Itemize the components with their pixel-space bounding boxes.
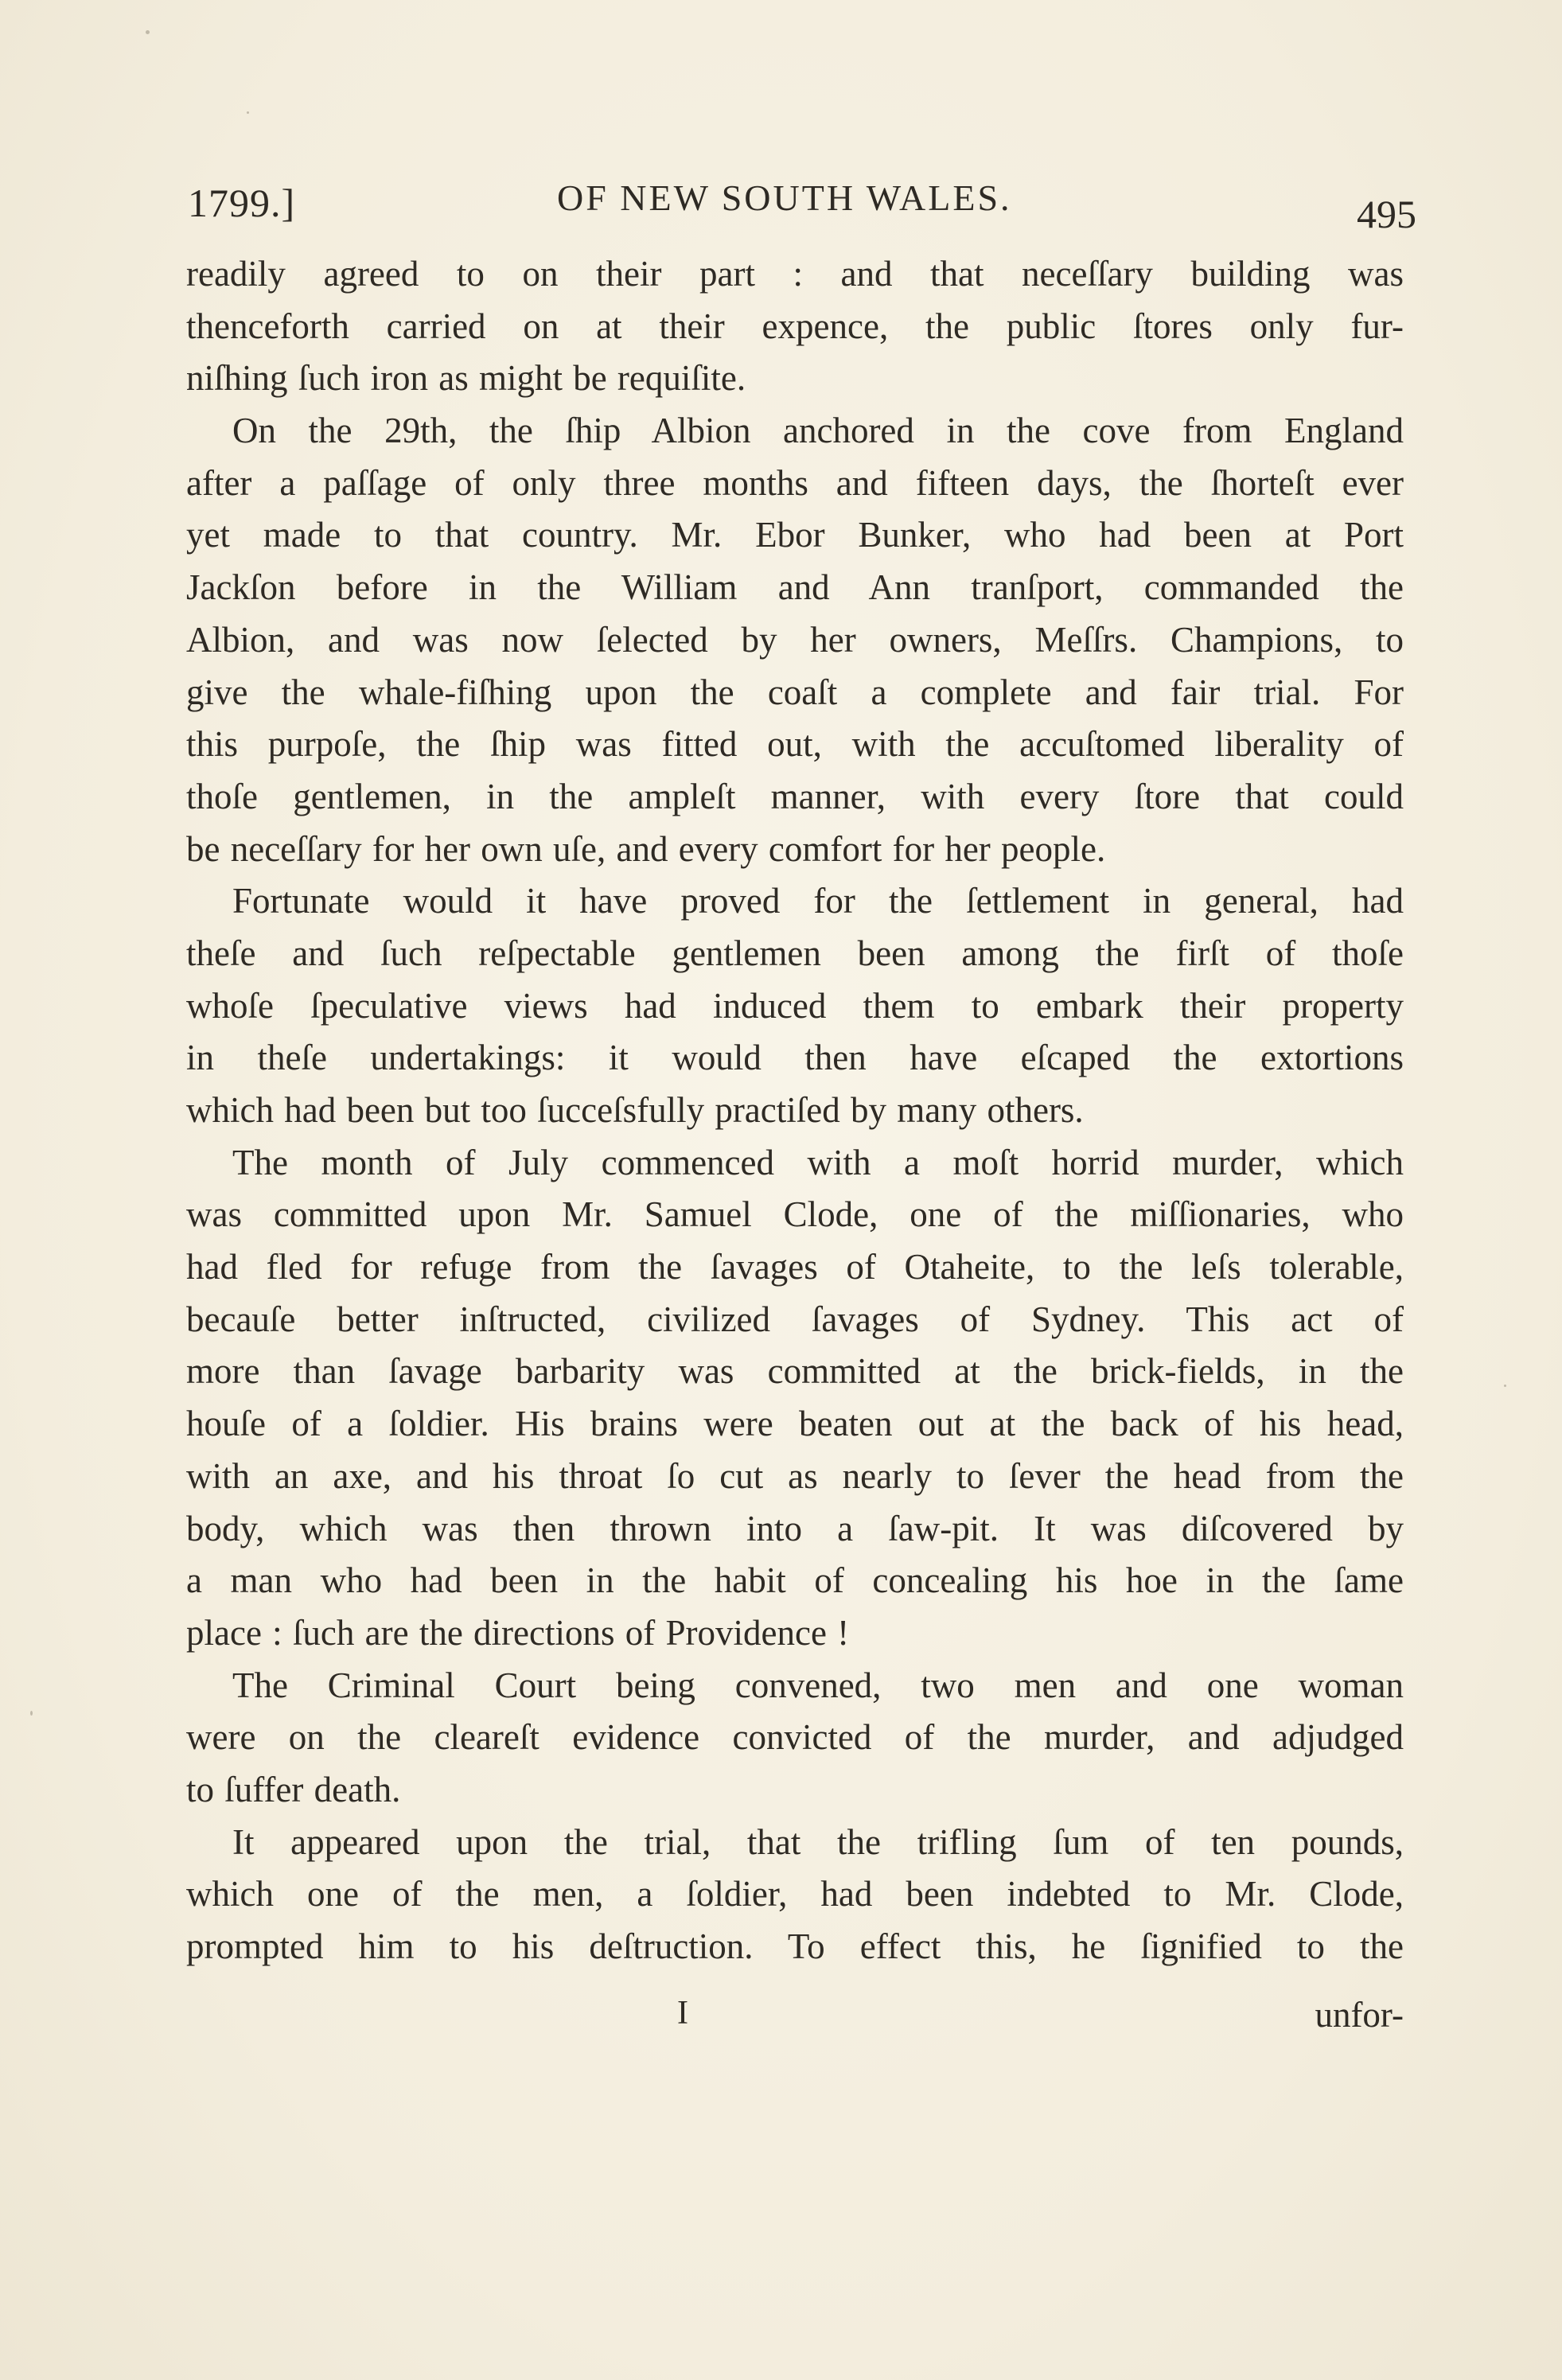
text-line: were on the cleareſt evidence convicted of the murder, and adjudged [186, 1717, 1404, 1758]
text-line: had fled for refuge from the ſavages of Otaheite, to the leſs tolerable, [186, 1247, 1404, 1287]
running-head-year: 1799.] [188, 181, 296, 225]
page-footer [186, 1988, 1404, 2043]
page-number: 495 [1357, 192, 1416, 236]
text-line: thoſe gentlemen, in the ampleſt manner, with every ſtore that could [186, 776, 1404, 816]
text-line: a man who had been in the habit of concealing his hoe in the ſame [186, 1560, 1404, 1601]
text-line: yet made to that country. Mr. Ebor Bunker, who had been at Port [186, 515, 1404, 555]
text-line: On the 29th, the ſhip Albion anchored in the cove from England [232, 411, 1404, 451]
text-line: body, which was then thrown into a ſaw-pit. It was diſcovered by [186, 1508, 1404, 1548]
text-line: this purpoſe, the ſhip was fitted out, with the accuſtomed liberality of [186, 724, 1404, 765]
catchword: unfor- [1315, 1995, 1404, 2035]
text-line: niſhing ſuch iron as might be requiſite. [186, 358, 746, 399]
text-line: Albion, and was now ſelected by her owners, Meſſrs. Champions, to [186, 619, 1404, 660]
text-line: place : ſuch are the directions of Providence ! [186, 1612, 850, 1653]
text-line: It appeared upon the trial, that the trifling ſum of ten pounds, [232, 1821, 1404, 1862]
text-line: to ſuffer death. [186, 1769, 401, 1809]
text-line: becauſe better inſtructed, civilized ſavages of Sydney. This act of [186, 1299, 1404, 1339]
running-head-title: OF NEW SOUTH WALES. [557, 177, 1012, 218]
text-line: was committed upon Mr. Samuel Clode, one of the miſſionaries, who [186, 1194, 1404, 1235]
text-line: give the whale-fiſhing upon the coaſt a complete and fair trial. For [186, 672, 1404, 712]
paper-speck [146, 30, 150, 34]
text-line: readily agreed to on their part : and that neceſſary building was [186, 254, 1404, 294]
text-line: which one of the men, a ſoldier, had been indebted to Mr. Clode, [186, 1874, 1404, 1915]
text-line: be neceſſary for her own uſe, and every comfort for her people. [186, 828, 1106, 869]
paper-speck [247, 111, 249, 114]
text-line: theſe and ſuch reſpectable gentlemen been among the firſt of thoſe [186, 933, 1404, 973]
running-head [183, 167, 1416, 239]
signature-mark: I [677, 1995, 688, 2031]
text-line: thenceforth carried on at their expence, the public ſtores only fur- [186, 306, 1404, 346]
text-line: whoſe ſpeculative views had induced them to embark their property [186, 985, 1404, 1026]
text-line: in theſe undertakings: it would then have eſcaped the extortions [186, 1038, 1404, 1078]
text-line: Fortunate would it have proved for the ſettlement in general, had [232, 881, 1404, 921]
text-line: after a paſſage of only three months and fifteen days, the ſhorteſt ever [186, 462, 1404, 503]
text-line: houſe of a ſoldier. His brains were beaten out at the back of his head, [186, 1404, 1404, 1444]
text-line: with an axe, and his throat ſo cut as nearly to ſever the head from the [186, 1455, 1404, 1496]
text-line: prompted him to his deſtruction. To effect this, he ſignified to the [186, 1926, 1404, 1966]
body-text [186, 248, 1404, 1973]
text-line: more than ſavage barbarity was committed at the brick-fields, in the [186, 1351, 1404, 1392]
text-line: Jackſon before in the William and Ann tranſport, commanded the [186, 567, 1404, 608]
text-line: which had been but too ſucceſsfully practiſed by many others. [186, 1090, 1084, 1130]
paper-speck [30, 1711, 33, 1716]
paper-speck [1504, 1385, 1506, 1387]
text-line: The month of July commenced with a moſt horrid murder, which [232, 1142, 1404, 1182]
text-line: The Criminal Court being convened, two men and one woman [232, 1665, 1404, 1705]
